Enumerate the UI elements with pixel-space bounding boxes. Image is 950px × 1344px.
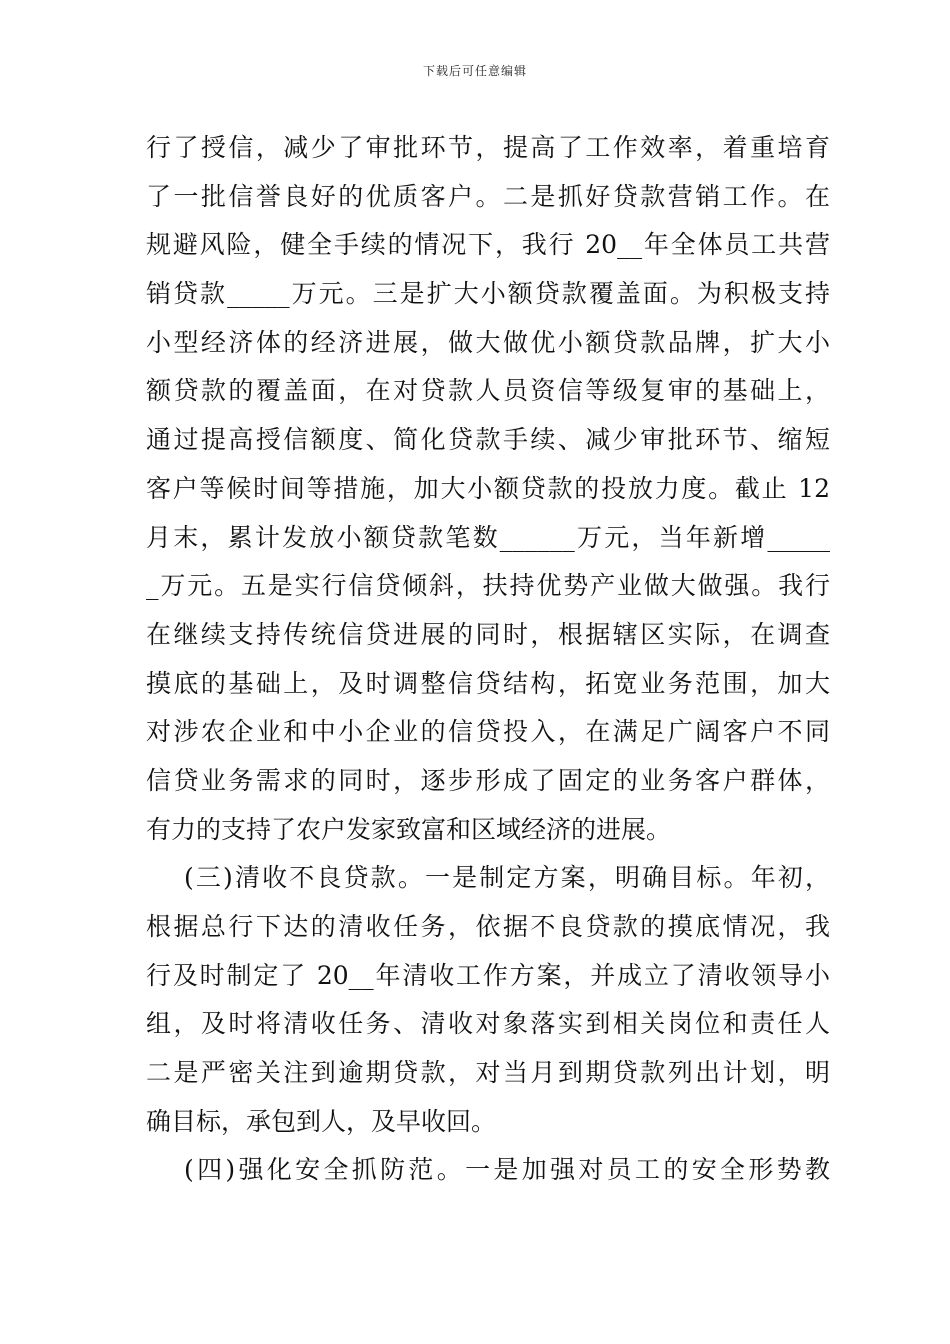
paragraph-first-line: (三)清收不良贷款。一是制定方案，明确目标。年初， (184, 863, 830, 893)
text-line: 对涉农企业和中小企业的信贷投入，在满足广阔客户不同 (146, 717, 830, 747)
text-line: 信贷业务需求的同时，逐步形成了固定的业务客户群体， (146, 765, 830, 795)
text-line: 规避风险，健全手续的情况下，我行 20__年全体员工共营 (146, 230, 830, 260)
text-line: 确目标，承包到人，及早收回。 (146, 1106, 497, 1136)
page-header: 下载后可任意编辑 (422, 64, 527, 78)
text-line: 了一批信誉良好的优质客户。二是抓好贷款营销工作。在 (146, 181, 830, 211)
text-line: 二是严密关注到逾期贷款，对当月到期贷款列出计划，明 (146, 1058, 830, 1088)
text-line: 客户等候时间等措施，加大小额贷款的投放力度。截止 12 (146, 473, 830, 503)
paragraph-first-line: (四)强化安全抓防范。一是加强对员工的安全形势教 (184, 1155, 830, 1185)
text-line: 行及时制定了 20__年清收工作方案，并成立了清收领导小 (146, 960, 830, 990)
text-line: 额贷款的覆盖面，在对贷款人员资信等级复审的基础上， (146, 376, 830, 406)
text-line: 摸底的基础上，及时调整信贷结构，拓宽业务范围，加大 (146, 668, 830, 698)
text-line: 行了授信，减少了审批环节，提高了工作效率，着重培育 (146, 133, 830, 162)
text-line: 通过提高授信额度、简化贷款手续、减少审批环节、缩短 (146, 425, 830, 455)
text-line: _万元。五是实行信贷倾斜，扶持优势产业做大做强。我行 (146, 571, 830, 601)
text-line: 小型经济体的经济进展，做大做优小额贷款品牌，扩大小 (146, 327, 830, 357)
text-line: 月末，累计发放小额贷款笔数______万元，当年新增_____ (146, 522, 830, 552)
text-line: 根据总行下达的清收任务，依据不良贷款的摸底情况，我 (146, 912, 830, 941)
text-line: 组，及时将清收任务、清收对象落实到相关岗位和责任人 (146, 1009, 830, 1039)
text-line: 销贷款_____万元。三是扩大小额贷款覆盖面。为积极支持 (146, 279, 830, 309)
text-line: 有力的支持了农户发家致富和区域经济的进展。 (146, 814, 672, 844)
text-line: 在继续支持传统信贷进展的同时，根据辖区实际，在调查 (146, 619, 830, 649)
document-body (146, 124, 830, 1195)
